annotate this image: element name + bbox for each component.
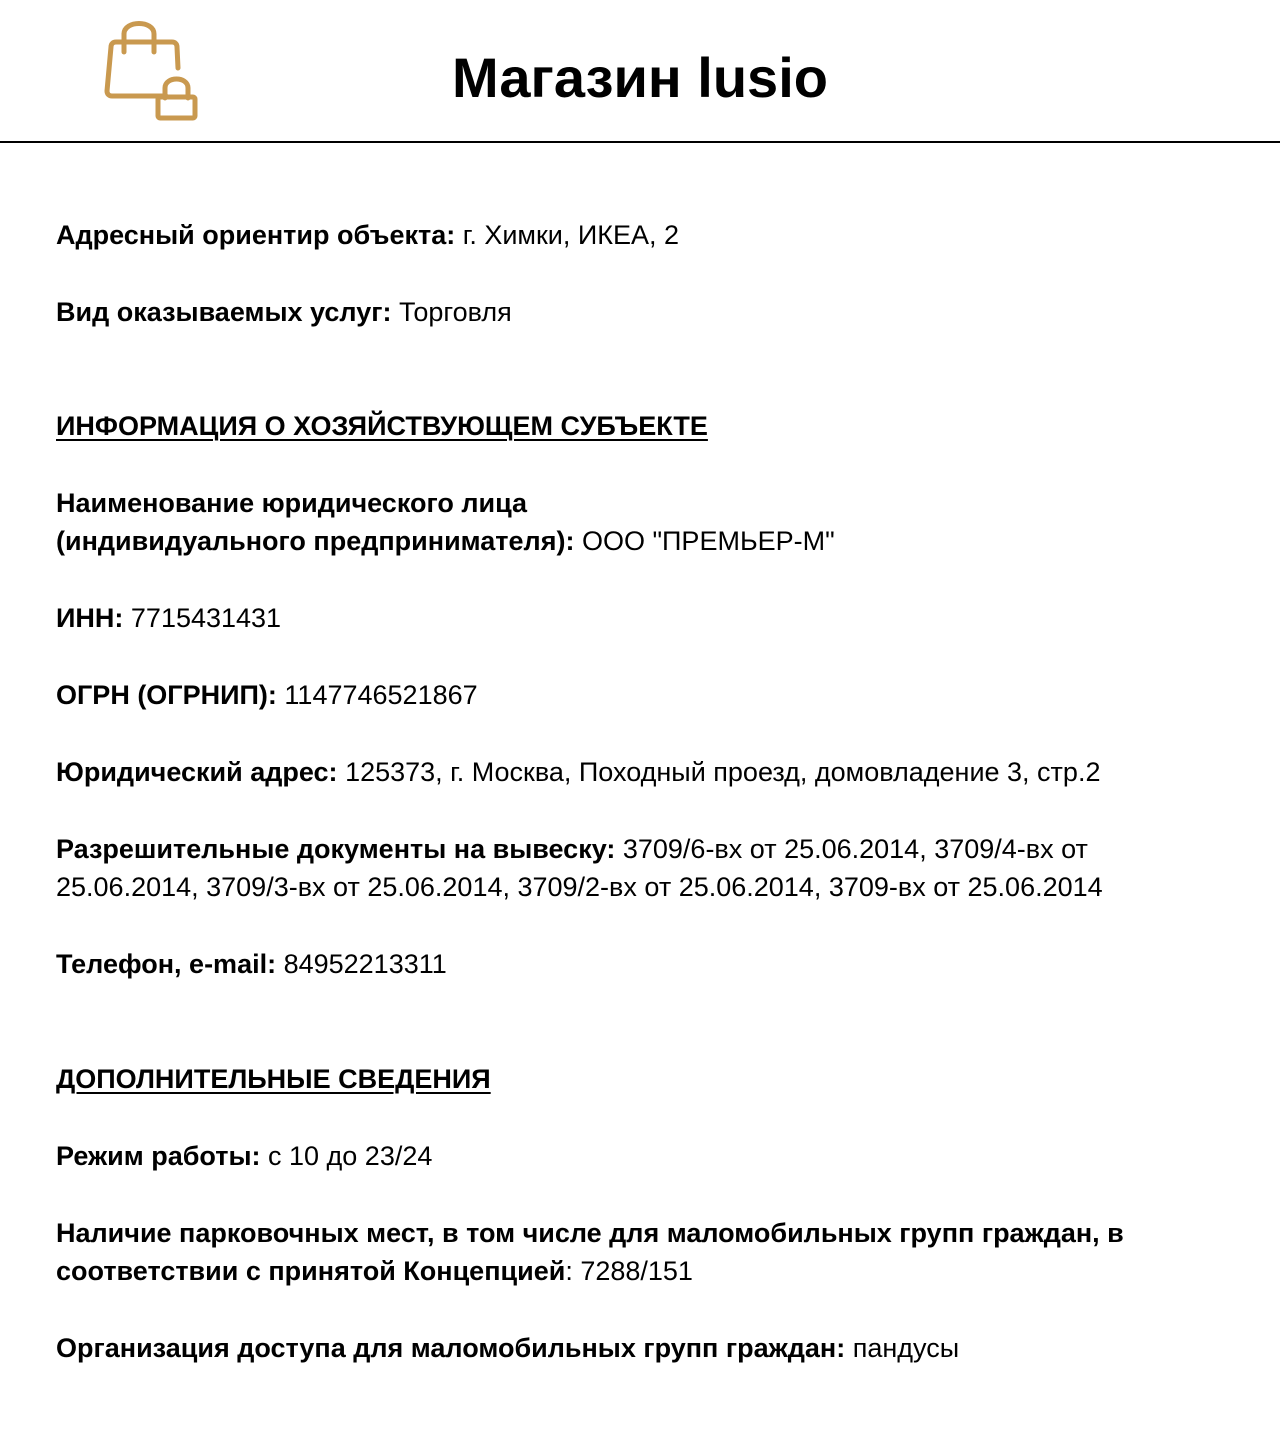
contact-row <box>56 945 1236 983</box>
permits-row <box>56 830 1236 906</box>
hours-row <box>56 1137 1236 1175</box>
header <box>0 0 1280 143</box>
address-row <box>56 216 1236 254</box>
contact-value: 84952213311 <box>276 949 447 979</box>
parking-label-line2: соответствии с принятой Концепцией <box>56 1256 566 1286</box>
inn-row <box>56 599 1236 637</box>
entity-section-heading: ИНФОРМАЦИЯ О ХОЗЯЙСТВУЮЩЕМ СУБЪЕКТЕ <box>56 411 708 441</box>
legal-address-label: Юридический адрес: <box>56 757 338 787</box>
legal-address-value: 125373, г. Москва, Походный проезд, домовладение 3, стр.2 <box>337 757 1101 787</box>
access-label: Организация доступа для маломобильных групп граждан: <box>56 1333 846 1363</box>
hours-label: Режим работы: <box>56 1141 261 1171</box>
entity-name-value: ООО "ПРЕМЬЕР-М" <box>574 526 835 556</box>
permits-label: Разрешительные документы на вывеску: <box>56 834 616 864</box>
additional-section-heading: ДОПОЛНИТЕЛЬНЫЕ СВЕДЕНИЯ <box>56 1064 491 1094</box>
parking-value: : 7288/151 <box>565 1256 693 1286</box>
hours-value: с 10 до 23/24 <box>260 1141 433 1171</box>
ogrn-row <box>56 676 1236 714</box>
services-value: Торговля <box>391 297 512 327</box>
parking-label-line1: Наличие парковочных мест, в том числе для маломобильных групп граждан, в <box>56 1218 1124 1248</box>
legal-address-row <box>56 753 1236 791</box>
page-title: Магазин lusio <box>452 46 828 109</box>
permits-value-line2: 25.06.2014, 3709/3-вх от 25.06.2014, 3709/2-вх от 25.06.2014, 3709-вх от 25.06.2014 <box>56 872 1103 902</box>
contact-label: Телефон, e-mail: <box>56 949 277 979</box>
inn-value: 7715431431 <box>123 603 282 633</box>
address-value: г. Химки, ИКЕА, 2 <box>455 220 680 250</box>
services-row <box>56 293 1236 331</box>
access-row <box>56 1329 1236 1367</box>
ogrn-label: ОГРН (ОГРНИП): <box>56 680 277 710</box>
address-label: Адресный ориентир объекта: <box>56 220 456 250</box>
ogrn-value: 1147746521867 <box>276 680 478 710</box>
entity-name-row <box>56 484 1236 560</box>
services-label: Вид оказываемых услуг: <box>56 297 392 327</box>
access-value: пандусы <box>845 1333 960 1363</box>
entity-name-label-line2: (индивидуального предпринимателя): <box>56 526 575 556</box>
entity-name-label-line1: Наименование юридического лица <box>56 488 528 518</box>
document-body <box>56 216 1236 1367</box>
inn-label: ИНН: <box>56 603 124 633</box>
permits-value-line1: 3709/6-вх от 25.06.2014, 3709/4-вх от <box>615 834 1088 864</box>
parking-row <box>56 1214 1236 1290</box>
